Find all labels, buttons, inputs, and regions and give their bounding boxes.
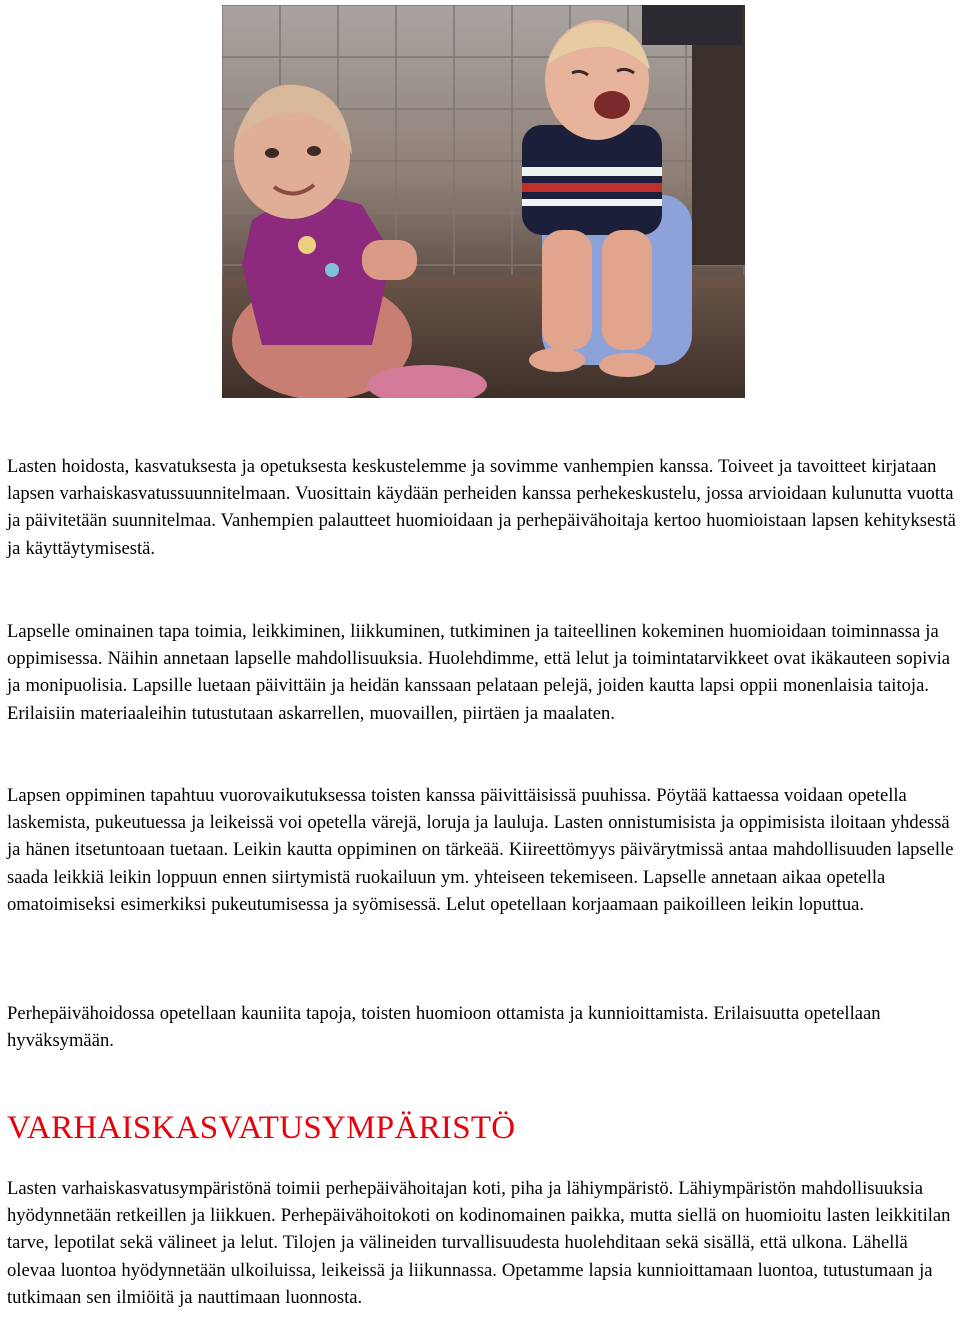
section-heading: VARHAISKASVATUSYMPÄRISTÖ	[7, 1110, 516, 1146]
children-photo	[222, 5, 745, 398]
paragraph-parent-cooperation: Lasten hoidosta, kasvatuksesta ja opetuksesta keskustelemme ja sovimme vanhempien kanssa. Toiveet ja tavoitteet kirjataan lapsen varhaiskasvatussuunnitelmaan. Vuosittain käydään perheiden kanssa perhekeskustelu, jossa arvioidaan kulunutta vuotta ja päivitetään suunnitelmaa. Vanhempien palautteet huomioidaan ja perhepäivähoitaja kertoo huomioistaan lapsen kehityksestä ja käyttäytymisestä.	[7, 456, 956, 559]
photo-two-children-on-potties-icon	[222, 5, 745, 398]
paragraph-daily-learning: Lapsen oppiminen tapahtuu vuorovaikutuksessa toisten kanssa päivittäisissä puuhissa. Pöytää kattaessa voidaan opetella laskemista, pukeutuessa ja leikeissä voi opetella värejä, loruja ja lauluja. Lasten onnistumisista ja oppimisista iloitaan yhdessä ja hänen itsetuntoaan tuetaan. Leikin kautta oppiminen on tärkeää. Kiireettömyys päivärytmissä antaa mahdollisuuden lapselle saada leikkiä leikin loppuun ennen siirtymistä ruokailuun ym. yhteiseen tekemiseen. Lapselle annetaan aikaa opetella omatoimiseksi esimerkiksi pukeutumisessa ja syömisessä. Lelut opetellaan korjaamaan paikoilleen leikin loputtua.	[7, 785, 954, 915]
paragraph-manners: Perhepäivähoidossa opetellaan kauniita tapoja, toisten huomioon ottamista ja kunnioittamista. Erilaisuutta opetellaan hyväksymään.	[7, 1003, 881, 1052]
paragraph-environment: Lasten varhaiskasvatusympäristönä toimii perhepäivähoitajan koti, piha ja lähiympäristö. Lähiympäristön mahdollisuuksia hyödynnetään retkeillen ja liikkuen. Perhepäivähoitokoti on kodinomainen paikka, mutta siellä on huomioitu lasten leikkitilan tarve, lepotilat sekä välineet ja lelut. Tilojen ja välineiden turvallisuudesta huolehditaan sekä sisällä, että ulkona. Lähellä olevaa luontoa hyödynnetään ulkoiluissa, leikeissä ja liikunnassa. Opetamme lapsia kunnioittamaan luontoa, tutustumaan ja tutkimaan sen ilmiöitä ja nauttimaan luonnosta.	[7, 1178, 951, 1308]
paragraph-play-and-learning: Lapselle ominainen tapa toimia, leikkiminen, liikkuminen, tutkiminen ja taiteellinen kokeminen huomioidaan toiminnassa ja oppimisessa. Näihin annetaan lapselle mahdollisuuksia. Huolehdimme, että lelut ja toimintatarvikkeet ovat ikäkauteen sopivia ja monipuolisia. Lapsille luetaan päivittäin ja heidän kanssaan pelataan pelejä, joiden kautta lapsi oppii monenlaisia taitoja. Erilaisiin materiaaleihin tutustutaan askarrellen, muovaillen, piirtäen ja maalaten.	[7, 621, 951, 724]
